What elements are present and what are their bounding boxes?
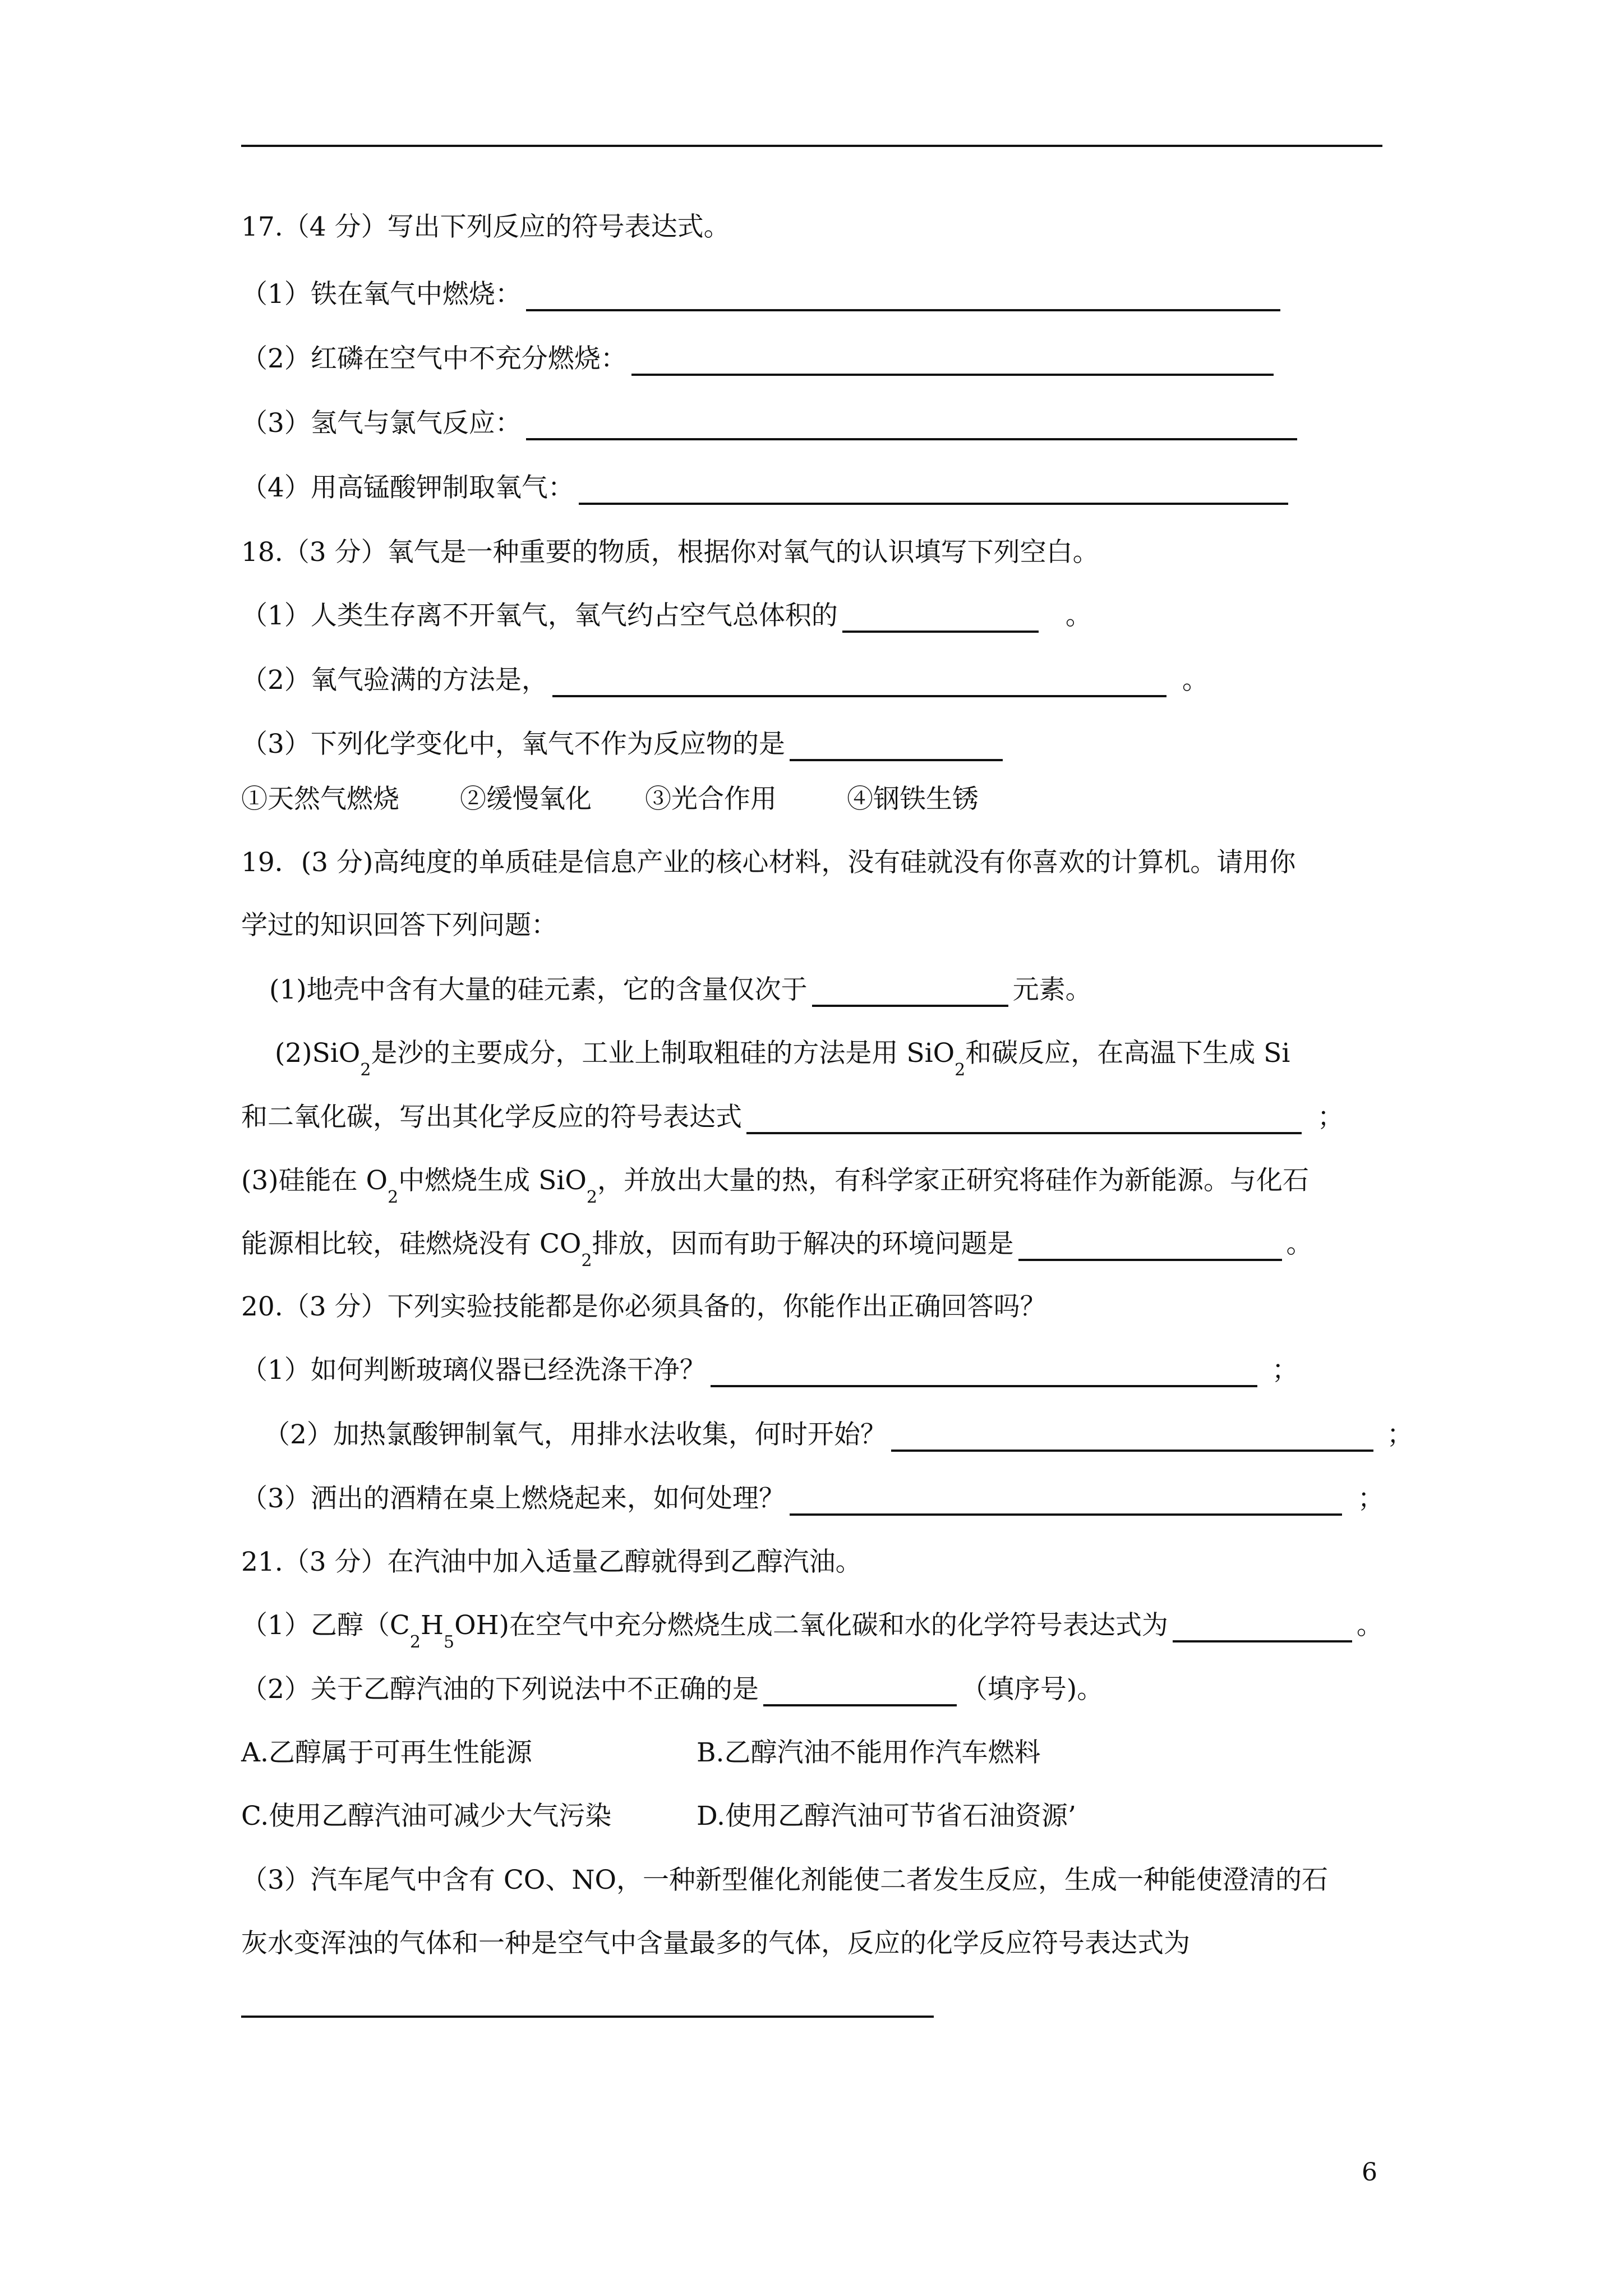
q20-heading: 20.（3 分）下列实验技能都是你必须具备的，你能作出正确回答吗？ bbox=[241, 1291, 1046, 1322]
answer-blank[interactable] bbox=[746, 1106, 1302, 1134]
q21-options-ab bbox=[241, 1736, 1040, 1770]
q19-heading-cont: 学过的知识回答下列问题： bbox=[241, 910, 557, 941]
answer-blank[interactable] bbox=[1173, 1614, 1352, 1642]
answer-blank[interactable] bbox=[579, 477, 1288, 505]
q20-item-1: （1）如何判断玻璃仪器已经洗涤干净？ ； bbox=[241, 1354, 1298, 1387]
q21-item-3: （3）汽车尾气中含有 CO、NO，一种新型催化剂能使二者发生反应，生成一种能使澄清的石 bbox=[241, 1865, 1328, 1895]
answer-blank-long[interactable] bbox=[241, 2016, 934, 2018]
answer-blank[interactable] bbox=[891, 1424, 1373, 1452]
q19-item-2: (2)SiO 2 是沙的主要成分，工业上制取粗硅的方法是用 SiO 2 和碳反应，在高温下生成 Si bbox=[275, 1038, 1290, 1080]
answer-blank[interactable] bbox=[526, 412, 1297, 440]
answer-blank[interactable] bbox=[1018, 1233, 1282, 1261]
q19-item-2-cont: 和二氧化碳，写出其化学反应的符号表达式 ； bbox=[241, 1101, 1344, 1134]
q18-options bbox=[241, 783, 979, 816]
answer-blank[interactable] bbox=[711, 1359, 1257, 1387]
q17-item-1: （1）铁在氧气中燃烧： bbox=[241, 278, 1285, 311]
answer-blank[interactable] bbox=[552, 669, 1166, 697]
answer-blank[interactable] bbox=[790, 733, 1003, 761]
option-3: ③光合作用 bbox=[645, 784, 777, 815]
answer-blank[interactable] bbox=[790, 1488, 1342, 1516]
answer-blank[interactable] bbox=[631, 348, 1274, 376]
answer-blank[interactable] bbox=[763, 1678, 957, 1706]
header-rule bbox=[241, 145, 1382, 147]
q18-item-2: （2）氧气验满的方法是， 。 bbox=[241, 664, 1209, 697]
q19-item-1: (1)地壳中含有大量的硅元素，它的含量仅次于 元素。 bbox=[269, 973, 1092, 1007]
answer-blank[interactable] bbox=[812, 979, 1008, 1007]
q20-item-2: （2）加热氯酸钾制氧气，用排水法收集，何时开始？ ； bbox=[264, 1418, 1413, 1452]
q18-item-1: （1）人类生存离不开氧气，氧气约占空气总体积的 。 bbox=[241, 599, 1092, 633]
q19-item-3-cont: 能源相比较，硅燃烧没有 CO 2 排放，因而有助于解决的环境问题是 。 bbox=[241, 1228, 1313, 1271]
q18-item-3: （3）下列化学变化中，氧气不作为反应物的是 bbox=[241, 728, 1007, 761]
q20-item-3: （3）洒出的酒精在桌上燃烧起来，如何处理？ ； bbox=[241, 1482, 1384, 1516]
option-1: ①天然气燃烧 bbox=[241, 784, 399, 815]
answer-blank[interactable] bbox=[526, 283, 1280, 311]
option-4: ④钢铁生锈 bbox=[847, 784, 979, 815]
page-number: 6 bbox=[1362, 2158, 1377, 2187]
q21-item-1: （1）乙醇（C 2 H 5 OH)在空气中充分燃烧生成二氧化碳和水的化学符号表达式为 。 bbox=[241, 1610, 1383, 1652]
q21-item-3-cont: 灰水变浑浊的气体和一种是空气中含量最多的气体，反应的化学反应符号表达式为 bbox=[241, 1928, 1190, 1959]
option-d: D.使用乙醇汽油可节省石油资源’ bbox=[697, 1801, 1076, 1832]
q19-item-3: (3)硅能在 O 2 中燃烧生成 SiO 2 ，并放出大量的热，有科学家正研究将硅作为新能源。与化石 bbox=[241, 1165, 1309, 1207]
option-b: B.乙醇汽油不能用作汽车燃料 bbox=[697, 1737, 1041, 1768]
option-a: A.乙醇属于可再生性能源 bbox=[241, 1737, 532, 1768]
answer-blank[interactable] bbox=[842, 605, 1039, 633]
q17-item-4: （4）用高锰酸钾制取氧气： bbox=[241, 471, 1293, 505]
q17-heading: 17.（4 分）写出下列反应的符号表达式。 bbox=[241, 211, 730, 242]
q19-heading: 19．(3 分)高纯度的单质硅是信息产业的核心材料，没有硅就没有你喜欢的计算机。请用你 bbox=[241, 847, 1296, 878]
q17-item-3: （3）氢气与氯气反应： bbox=[241, 407, 1302, 440]
q17-item-2: （2）红磷在空气中不充分燃烧： bbox=[241, 342, 1278, 376]
q21-options-cd bbox=[241, 1800, 1076, 1833]
q21-item-2: （2）关于乙醇汽油的下列说法中不正确的是 （填序号)。 bbox=[241, 1673, 1103, 1706]
option-c: C.使用乙醇汽油可减少大气污染 bbox=[241, 1801, 612, 1832]
q18-heading: 18.（3 分）氧气是一种重要的物质，根据你对氧气的认识填写下列空白。 bbox=[241, 537, 1099, 568]
option-2: ②缓慢氧化 bbox=[460, 784, 592, 815]
q21-heading: 21.（3 分）在汽油中加入适量乙醇就得到乙醇汽油。 bbox=[241, 1547, 862, 1577]
